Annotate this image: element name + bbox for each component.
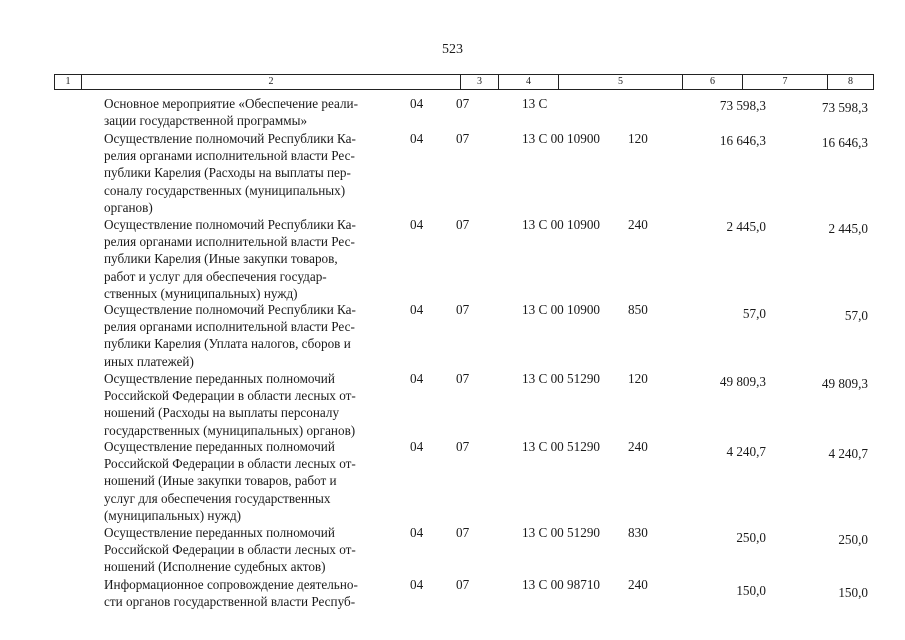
row-subsection: 07 bbox=[456, 371, 470, 386]
row-expense-type: 830 bbox=[628, 525, 648, 540]
row-expense-type: 850 bbox=[628, 302, 648, 317]
row-section: 04 bbox=[410, 439, 424, 454]
row-name: Информационное сопровождение деятельно- сти органов государственной власти Респуб- bbox=[104, 577, 358, 610]
row-section: 04 bbox=[410, 577, 424, 592]
row-amount-2: 49 809,3 bbox=[821, 376, 868, 391]
row-subsection: 07 bbox=[456, 525, 470, 540]
header-col-7: 7 bbox=[742, 75, 827, 89]
row-name: Осуществление полномочий Республики Ка- релия органами исполнительной власти Рес- публики Карелия (Расходы на выплаты пер- соналу государственных (муниципальных) органов) bbox=[104, 131, 356, 215]
header-col-6: 6 bbox=[682, 75, 742, 89]
row-amount-1: 73 598,3 bbox=[719, 98, 766, 113]
row-amount-2: 250,0 bbox=[838, 532, 868, 547]
row-name: Основное мероприятие «Обеспечение реали- зации государственной программы» bbox=[104, 96, 358, 129]
row-amount-1: 250,0 bbox=[736, 530, 766, 545]
row-subsection: 07 bbox=[456, 131, 470, 146]
row-expense-type: 120 bbox=[628, 131, 648, 146]
row-amount-1: 49 809,3 bbox=[719, 374, 766, 389]
header-col-3: 3 bbox=[460, 75, 498, 89]
row-section: 04 bbox=[410, 371, 424, 386]
row-amount-2: 4 240,7 bbox=[828, 446, 868, 461]
table-header bbox=[54, 74, 874, 90]
row-amount-1: 4 240,7 bbox=[726, 444, 766, 459]
row-target-code: 13 С bbox=[522, 96, 548, 111]
row-section: 04 bbox=[410, 131, 424, 146]
row-target-code: 13 С 00 10900 bbox=[522, 131, 601, 146]
row-expense-type: 240 bbox=[628, 439, 648, 454]
row-target-code: 13 С 00 51290 bbox=[522, 525, 601, 540]
row-name: Осуществление переданных полномочий Российской Федерации в области лесных от- ношений (Иные закупки товаров, работ и услуг для обеспечения государственных (муниципальных) нужд) bbox=[104, 439, 356, 523]
row-expense-type: 240 bbox=[628, 577, 648, 592]
row-target-code: 13 С 00 98710 bbox=[522, 577, 601, 592]
row-section: 04 bbox=[410, 525, 424, 540]
row-target-code: 13 С 00 10900 bbox=[522, 302, 601, 317]
row-subsection: 07 bbox=[456, 96, 470, 111]
row-amount-1: 150,0 bbox=[736, 583, 766, 598]
row-section: 04 bbox=[410, 302, 424, 317]
row-subsection: 07 bbox=[456, 577, 470, 592]
header-col-5: 5 bbox=[558, 75, 682, 89]
row-target-code: 13 С 00 51290 bbox=[522, 371, 601, 386]
row-amount-2: 57,0 bbox=[844, 308, 868, 323]
row-section: 04 bbox=[410, 217, 424, 232]
row-amount-2: 16 646,3 bbox=[821, 135, 868, 150]
row-name: Осуществление переданных полномочий Российской Федерации в области лесных от- ношений (Расходы на выплаты персоналу государственных (муниципальных) органов) bbox=[104, 371, 356, 438]
row-subsection: 07 bbox=[456, 217, 470, 232]
header-col-8: 8 bbox=[827, 75, 873, 89]
header-col-1: 1 bbox=[65, 76, 71, 87]
row-amount-1: 57,0 bbox=[742, 306, 766, 321]
row-amount-2: 73 598,3 bbox=[821, 100, 868, 115]
row-amount-1: 2 445,0 bbox=[726, 219, 766, 234]
row-amount-2: 2 445,0 bbox=[828, 221, 868, 236]
row-subsection: 07 bbox=[456, 439, 470, 454]
row-name: Осуществление переданных полномочий Российской Федерации в области лесных от- ношений (Исполнение судебных актов) bbox=[104, 525, 356, 575]
row-name: Осуществление полномочий Республики Ка- релия органами исполнительной власти Рес- публики Карелия (Иные закупки товаров, работ и услуг для обеспечения государ- ственных (муниципальных) нужд) bbox=[104, 217, 356, 301]
row-subsection: 07 bbox=[456, 302, 470, 317]
header-col-4: 4 bbox=[498, 75, 558, 89]
row-amount-1: 16 646,3 bbox=[719, 133, 766, 148]
row-target-code: 13 С 00 51290 bbox=[522, 439, 601, 454]
row-expense-type: 120 bbox=[628, 371, 648, 386]
header-col-2: 2 bbox=[81, 75, 460, 89]
row-name: Осуществление полномочий Республики Ка- релия органами исполнительной власти Рес- публики Карелия (Уплата налогов, сборов и иных платежей) bbox=[104, 302, 356, 369]
row-amount-2: 150,0 bbox=[838, 585, 868, 600]
row-expense-type: 240 bbox=[628, 217, 648, 232]
row-section: 04 bbox=[410, 96, 424, 111]
page-number: 523 bbox=[442, 42, 463, 57]
row-target-code: 13 С 00 10900 bbox=[522, 217, 601, 232]
